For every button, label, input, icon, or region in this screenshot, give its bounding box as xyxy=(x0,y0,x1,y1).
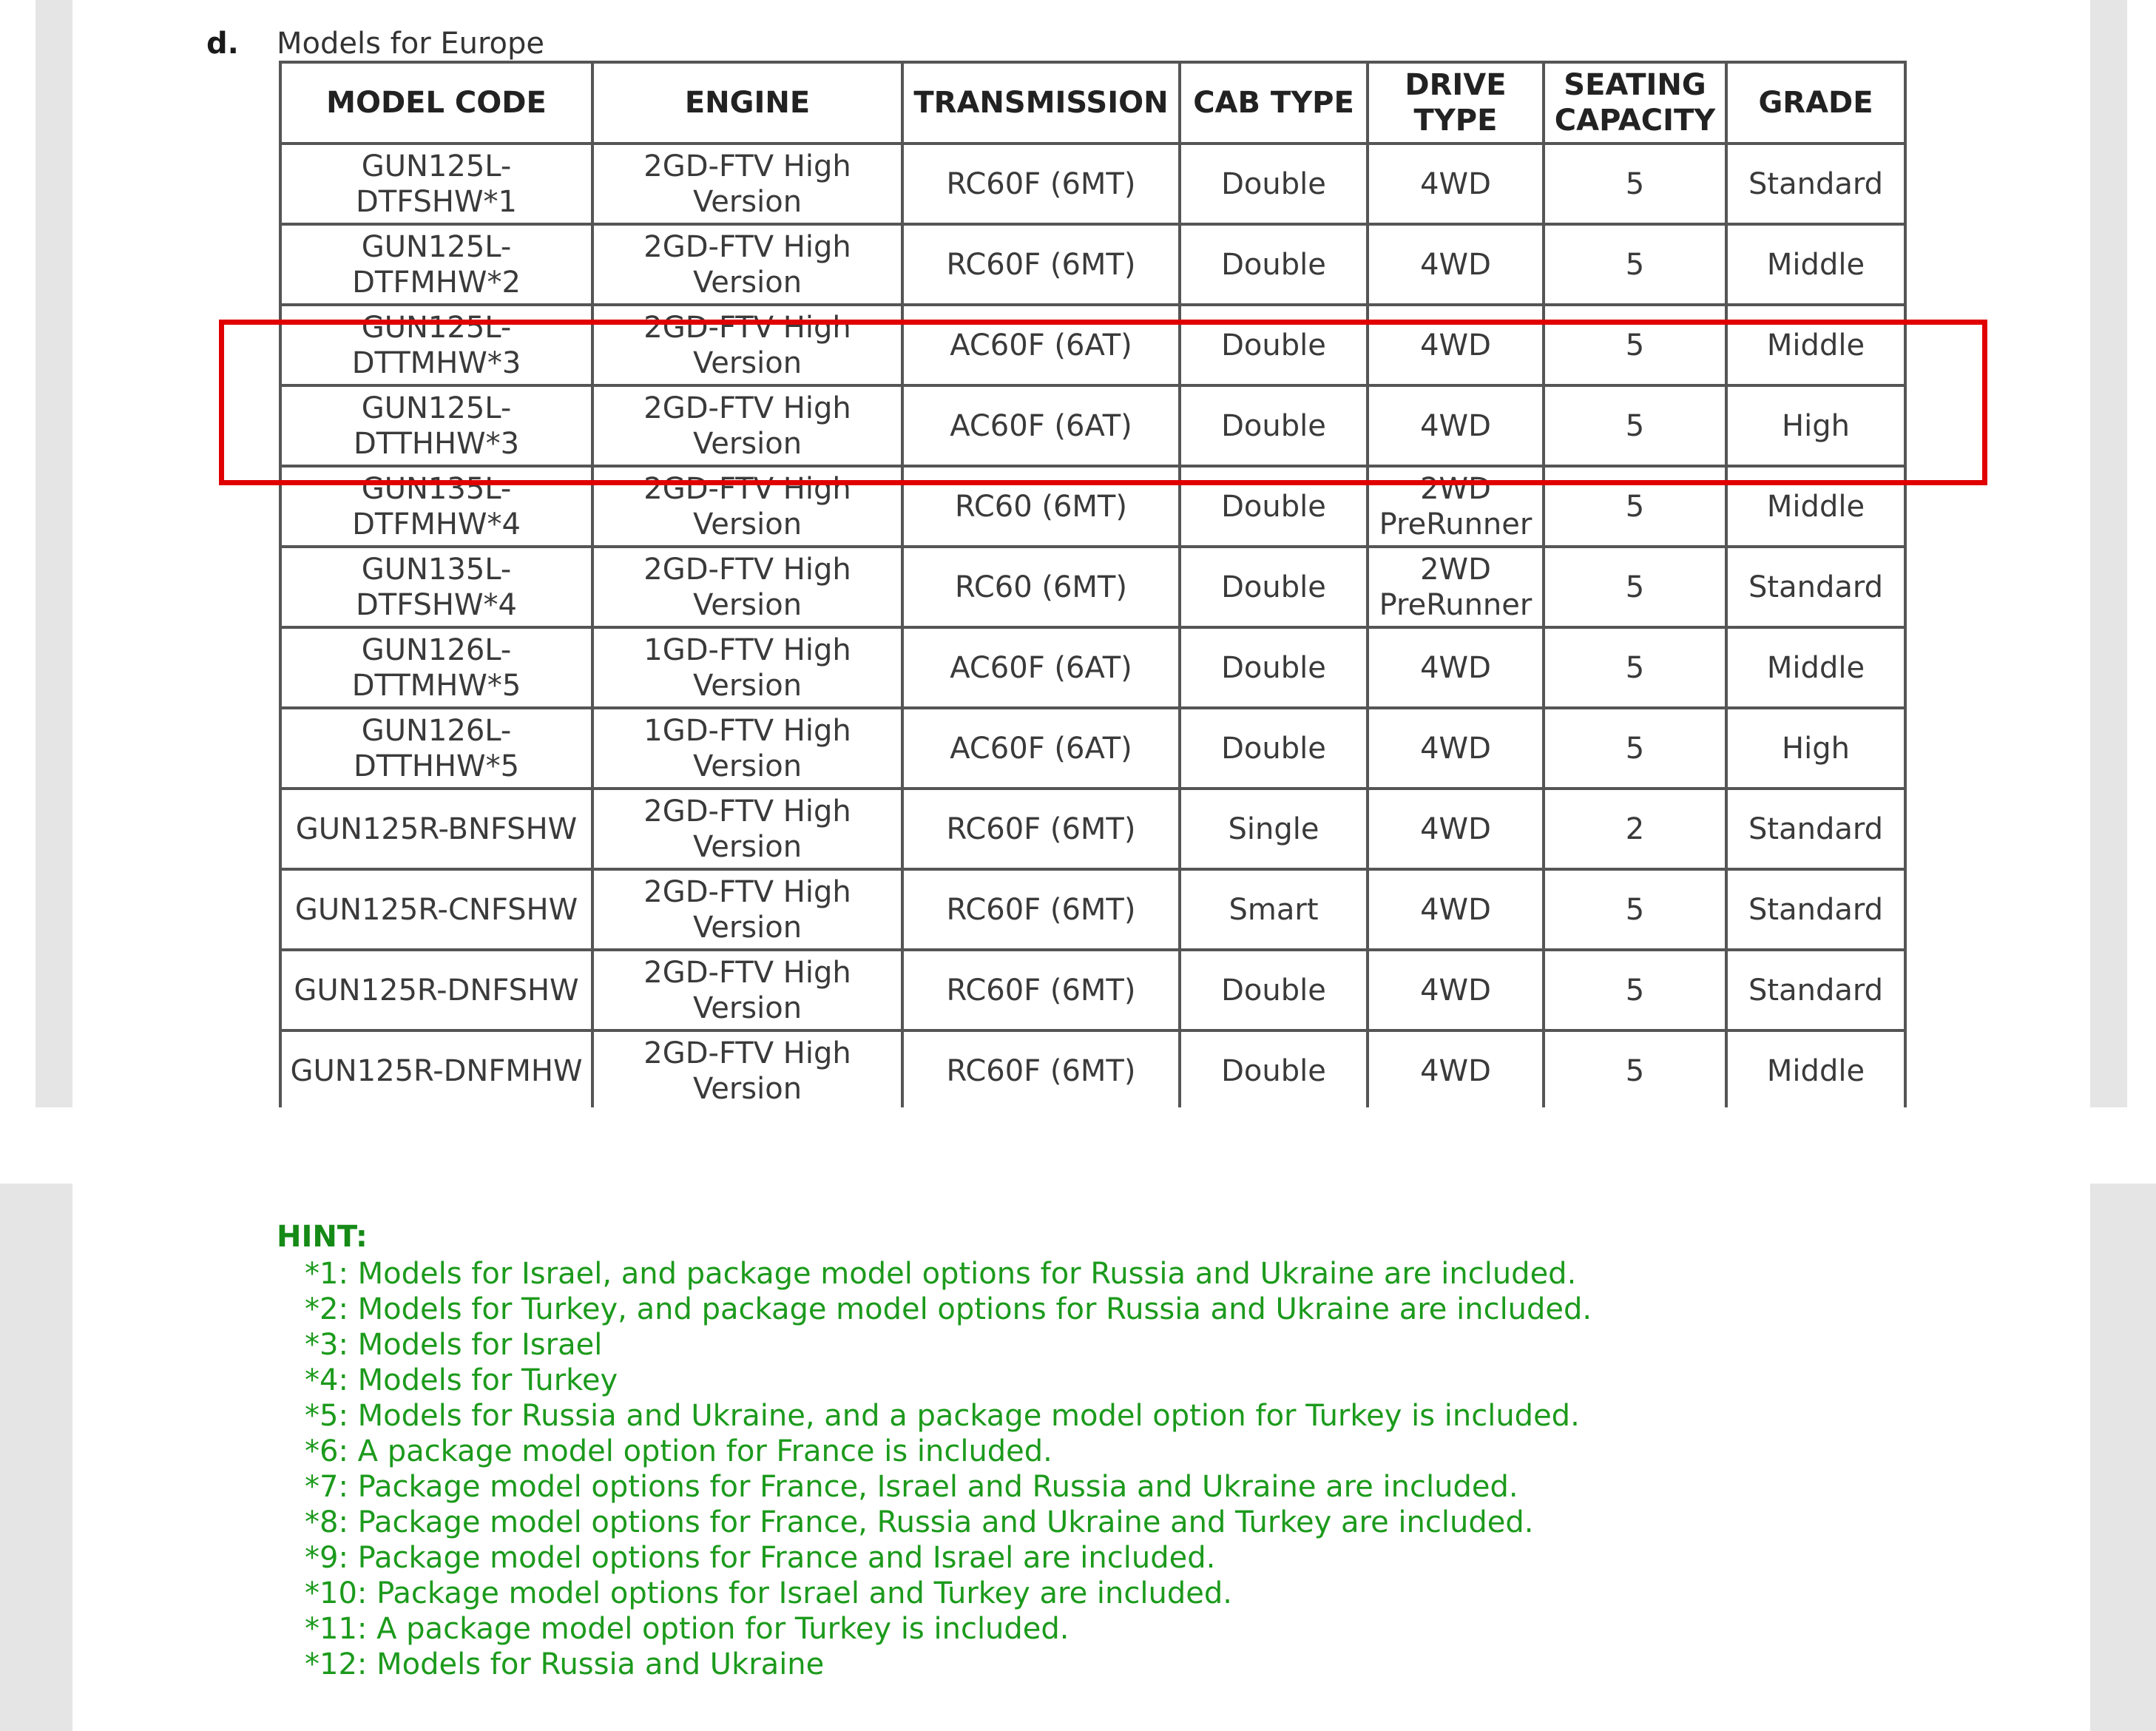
viewer-background-top-right xyxy=(2090,0,2127,1107)
cell-text: Single xyxy=(1228,811,1319,846)
cell-text: DTTMHW*3 xyxy=(351,345,521,380)
cell-seating-capacity xyxy=(1544,627,1726,708)
cell-grade xyxy=(1726,144,1905,224)
cell-grade xyxy=(1726,708,1905,789)
viewer-background-bottom-left xyxy=(0,1184,72,1731)
cell-text: 5 xyxy=(1625,570,1645,604)
cell-text: 4WD xyxy=(1420,811,1491,846)
cell-text: Standard xyxy=(1748,570,1883,604)
cell-text: DTFMHW*2 xyxy=(352,265,521,300)
cell-text: DTFMHW*4 xyxy=(352,507,521,541)
cell-text: Standard xyxy=(1748,166,1883,201)
cell-engine xyxy=(592,224,902,305)
table-row xyxy=(280,224,1905,305)
cell-text: Version xyxy=(692,668,802,703)
cell-text: GUN125L- xyxy=(361,229,512,264)
cell-text: 2GD-FTV High xyxy=(643,552,851,587)
cell-cab-type xyxy=(1180,950,1368,1030)
cell-text: High xyxy=(1782,731,1850,766)
cell-text: GUN135L- xyxy=(361,471,512,506)
cell-text: 2 xyxy=(1625,811,1645,846)
cell-engine xyxy=(592,466,902,547)
column-header-grade xyxy=(1726,62,1905,144)
cell-text: 2GD-FTV High xyxy=(643,149,851,183)
cell-text: 4WD xyxy=(1420,408,1491,443)
cell-cab-type xyxy=(1180,466,1368,547)
cell-text: AC60F (6AT) xyxy=(950,731,1132,766)
hint-item: *3: Models for Israel xyxy=(305,1328,603,1362)
cell-model-code xyxy=(280,869,592,950)
cell-model-code xyxy=(280,144,592,224)
cell-grade xyxy=(1726,466,1905,547)
hint-item: *4: Models for Turkey xyxy=(305,1363,618,1397)
cell-engine xyxy=(592,627,902,708)
cell-text: Middle xyxy=(1766,328,1865,362)
document-page-lower xyxy=(72,1184,2090,1731)
header-text: ENGINE xyxy=(684,86,811,120)
column-header-seating-capacity xyxy=(1544,62,1726,144)
cell-text: RC60F (6MT) xyxy=(946,166,1136,201)
cell-text: Version xyxy=(692,749,802,783)
header-text: SEATING xyxy=(1564,68,1706,102)
cell-text: High xyxy=(1782,408,1850,443)
cell-text: RC60F (6MT) xyxy=(946,973,1136,1008)
cell-grade xyxy=(1726,385,1905,466)
cell-cab-type xyxy=(1180,708,1368,789)
cell-text: 5 xyxy=(1625,892,1645,927)
cell-grade xyxy=(1726,789,1905,869)
cell-text: 5 xyxy=(1625,731,1645,766)
hint-item: *1: Models for Israel, and package model options for Russia and Ukraine are included. xyxy=(305,1257,1577,1291)
cell-text: 5 xyxy=(1625,247,1645,282)
header-text: GRADE xyxy=(1758,86,1873,120)
table-row xyxy=(280,144,1905,224)
cell-seating-capacity xyxy=(1544,789,1726,869)
cell-drive-type xyxy=(1368,789,1544,869)
table-row xyxy=(280,305,1905,385)
cell-drive-type xyxy=(1368,224,1544,305)
cell-engine xyxy=(592,144,902,224)
cell-text: 5 xyxy=(1625,328,1645,362)
table-row xyxy=(280,385,1905,466)
cell-text: Version xyxy=(692,991,802,1025)
cell-cab-type xyxy=(1180,627,1368,708)
hint-item: *12: Models for Russia and Ukraine xyxy=(305,1647,825,1681)
table-row xyxy=(280,950,1905,1030)
cell-drive-type xyxy=(1368,547,1544,627)
cell-cab-type xyxy=(1180,385,1368,466)
cell-text: Standard xyxy=(1748,811,1883,846)
header-text: CAB TYPE xyxy=(1193,86,1354,120)
cell-text: RC60F (6MT) xyxy=(946,247,1136,282)
column-header-cab-type xyxy=(1180,62,1368,144)
cell-model-code xyxy=(280,224,592,305)
cell-grade xyxy=(1726,869,1905,950)
cell-text: AC60F (6AT) xyxy=(950,408,1132,443)
cell-text: Middle xyxy=(1766,650,1865,685)
cell-seating-capacity xyxy=(1544,305,1726,385)
cell-text: 1GD-FTV High xyxy=(643,713,851,748)
header-text: TYPE xyxy=(1413,104,1498,138)
cell-text: 2GD-FTV High xyxy=(643,310,851,345)
cell-text: GUN126L- xyxy=(361,713,512,748)
cell-text: GUN126L- xyxy=(361,632,512,667)
cell-text: Double xyxy=(1221,166,1326,201)
cell-text: AC60F (6AT) xyxy=(950,650,1132,685)
cell-text: DTTHHW*5 xyxy=(353,749,520,783)
cell-transmission xyxy=(902,708,1180,789)
cell-text: PreRunner xyxy=(1379,507,1532,541)
cell-text: Smart xyxy=(1229,892,1319,927)
table-row xyxy=(280,708,1905,789)
hint-item: *9: Package model options for France and Israel are included. xyxy=(305,1541,1216,1575)
cell-seating-capacity xyxy=(1544,869,1726,950)
header-text: CAPACITY xyxy=(1554,104,1716,138)
hint-item: *7: Package model options for France, Israel and Russia and Ukraine are included. xyxy=(305,1470,1518,1504)
cell-text: Version xyxy=(692,507,802,541)
column-header-transmission xyxy=(902,62,1180,144)
viewer-background-bottom-right xyxy=(2090,1184,2156,1731)
cell-drive-type xyxy=(1368,466,1544,547)
hint-item: *8: Package model options for France, Russia and Ukraine and Turkey are included. xyxy=(305,1505,1534,1539)
cell-transmission xyxy=(902,547,1180,627)
cell-grade xyxy=(1726,627,1905,708)
cell-text: Standard xyxy=(1748,892,1883,927)
hint-item: *2: Models for Turkey, and package model options for Russia and Ukraine are included. xyxy=(305,1292,1592,1326)
cell-text: Double xyxy=(1221,489,1326,524)
column-header-engine xyxy=(592,62,902,144)
table-row xyxy=(280,627,1905,708)
cell-engine xyxy=(592,869,902,950)
cell-text: 2GD-FTV High xyxy=(643,391,851,425)
cell-text: 2GD-FTV High xyxy=(643,955,851,990)
cell-text: GUN125L- xyxy=(361,310,512,345)
hint-item: *10: Package model options for Israel and Turkey are included. xyxy=(305,1576,1232,1610)
cell-text: 4WD xyxy=(1420,1053,1491,1088)
cell-text: GUN125R-DNFSHW xyxy=(294,973,579,1008)
cell-drive-type xyxy=(1368,385,1544,466)
cell-text: Version xyxy=(692,1071,802,1106)
cell-text: Double xyxy=(1221,328,1326,362)
cell-engine xyxy=(592,950,902,1030)
cell-text: 2GD-FTV High xyxy=(643,874,851,909)
cell-text: 2GD-FTV High xyxy=(643,229,851,264)
cell-text: Version xyxy=(692,910,802,945)
cell-text: 5 xyxy=(1625,1053,1645,1088)
cell-text: DTFSHW*1 xyxy=(355,184,517,219)
cell-seating-capacity xyxy=(1544,385,1726,466)
cell-engine xyxy=(592,305,902,385)
cell-engine xyxy=(592,708,902,789)
cell-drive-type xyxy=(1368,1030,1544,1107)
cell-transmission xyxy=(902,224,1180,305)
cell-transmission xyxy=(902,950,1180,1030)
cell-text: DTTMHW*5 xyxy=(351,668,521,703)
cell-cab-type xyxy=(1180,305,1368,385)
hint-item: *6: A package model option for France is included. xyxy=(305,1434,1052,1468)
cell-text: Double xyxy=(1221,570,1326,604)
cell-seating-capacity xyxy=(1544,708,1726,789)
cell-text: 4WD xyxy=(1420,247,1491,282)
cell-model-code xyxy=(280,950,592,1030)
cell-text: 2WD xyxy=(1420,552,1491,587)
cell-text: Double xyxy=(1221,650,1326,685)
cell-text: 4WD xyxy=(1420,328,1491,362)
cell-text: AC60F (6AT) xyxy=(950,328,1132,362)
cell-text: RC60 (6MT) xyxy=(955,489,1127,524)
cell-transmission xyxy=(902,1030,1180,1107)
cell-text: 2GD-FTV High xyxy=(643,1036,851,1070)
cell-text: Version xyxy=(692,829,802,864)
cell-text: 2WD xyxy=(1420,471,1491,506)
cell-text: 5 xyxy=(1625,973,1645,1008)
cell-seating-capacity xyxy=(1544,950,1726,1030)
cell-drive-type xyxy=(1368,950,1544,1030)
cell-text: Version xyxy=(692,587,802,622)
cell-grade xyxy=(1726,305,1905,385)
cell-text: 4WD xyxy=(1420,892,1491,927)
cell-model-code xyxy=(280,385,592,466)
section-letter: d. xyxy=(206,27,239,61)
cell-engine xyxy=(592,1030,902,1107)
cell-model-code xyxy=(280,1030,592,1107)
cell-text: RC60F (6MT) xyxy=(946,1053,1136,1088)
cell-model-code xyxy=(280,466,592,547)
cell-transmission xyxy=(902,466,1180,547)
cell-text: 5 xyxy=(1625,166,1645,201)
cell-engine xyxy=(592,547,902,627)
cell-drive-type xyxy=(1368,144,1544,224)
column-header-drive-type xyxy=(1368,62,1544,144)
cell-text: Version xyxy=(692,426,802,461)
cell-transmission xyxy=(902,385,1180,466)
cell-text: Double xyxy=(1221,731,1326,766)
cell-text: Double xyxy=(1221,408,1326,443)
cell-engine xyxy=(592,385,902,466)
cell-transmission xyxy=(902,789,1180,869)
hint-item: *5: Models for Russia and Ukraine, and a package model option for Turkey is included. xyxy=(305,1399,1580,1433)
header-text: MODEL CODE xyxy=(326,86,547,120)
cell-drive-type xyxy=(1368,869,1544,950)
cell-text: Middle xyxy=(1766,489,1865,524)
document-page-upper xyxy=(72,0,2090,1107)
cell-transmission xyxy=(902,869,1180,950)
cell-drive-type xyxy=(1368,627,1544,708)
cell-text: 5 xyxy=(1625,489,1645,524)
cell-text: Double xyxy=(1221,973,1326,1008)
column-header-model-code xyxy=(280,62,592,144)
cell-text: Standard xyxy=(1748,973,1883,1008)
cell-drive-type xyxy=(1368,305,1544,385)
cell-text: GUN125R-DNFMHW xyxy=(290,1053,583,1088)
header-text: TRANSMISSION xyxy=(913,86,1169,120)
cell-model-code xyxy=(280,708,592,789)
table-row xyxy=(280,1030,1905,1107)
cell-cab-type xyxy=(1180,1030,1368,1107)
cell-text: 4WD xyxy=(1420,973,1491,1008)
table-body xyxy=(280,144,1905,1107)
cell-text: GUN125L- xyxy=(361,391,512,425)
cell-transmission xyxy=(902,144,1180,224)
section-title: Models for Europe xyxy=(277,27,545,61)
table-row xyxy=(280,789,1905,869)
cell-model-code xyxy=(280,547,592,627)
cell-text: Double xyxy=(1221,247,1326,282)
table-row xyxy=(280,466,1905,547)
cell-grade xyxy=(1726,547,1905,627)
cell-transmission xyxy=(902,627,1180,708)
cell-seating-capacity xyxy=(1544,224,1726,305)
cell-model-code xyxy=(280,627,592,708)
cell-seating-capacity xyxy=(1544,144,1726,224)
cell-text: 5 xyxy=(1625,408,1645,443)
cell-transmission xyxy=(902,305,1180,385)
hint-item: *11: A package model option for Turkey is included. xyxy=(305,1612,1069,1646)
cell-cab-type xyxy=(1180,789,1368,869)
cell-text: Middle xyxy=(1766,247,1865,282)
cell-text: PreRunner xyxy=(1379,587,1532,622)
cell-seating-capacity xyxy=(1544,547,1726,627)
cell-text: Version xyxy=(692,345,802,380)
cell-text: 4WD xyxy=(1420,166,1491,201)
cell-cab-type xyxy=(1180,224,1368,305)
cell-seating-capacity xyxy=(1544,466,1726,547)
cell-grade xyxy=(1726,1030,1905,1107)
cell-text: 5 xyxy=(1625,650,1645,685)
cell-text: 4WD xyxy=(1420,650,1491,685)
cell-text: RC60F (6MT) xyxy=(946,811,1136,846)
cell-grade xyxy=(1726,950,1905,1030)
table-header-row xyxy=(280,62,1905,144)
cell-text: Double xyxy=(1221,1053,1326,1088)
cell-text: RC60F (6MT) xyxy=(946,892,1136,927)
cell-text: GUN135L- xyxy=(361,552,512,587)
cell-text: GUN125R-CNFSHW xyxy=(294,892,578,927)
cell-text: DTFSHW*4 xyxy=(355,587,517,622)
hint-list xyxy=(277,1256,1592,1682)
cell-text: 1GD-FTV High xyxy=(643,632,851,667)
cell-text: RC60 (6MT) xyxy=(955,570,1127,604)
cell-cab-type xyxy=(1180,869,1368,950)
cell-text: Version xyxy=(692,184,802,219)
hint-section xyxy=(277,1219,1592,1682)
table-row xyxy=(280,547,1905,627)
cell-text: 4WD xyxy=(1420,731,1491,766)
table-row xyxy=(280,869,1905,950)
header-text: DRIVE xyxy=(1405,68,1507,102)
cell-grade xyxy=(1726,224,1905,305)
cell-text: Version xyxy=(692,265,802,300)
cell-cab-type xyxy=(1180,144,1368,224)
cell-seating-capacity xyxy=(1544,1030,1726,1107)
cell-text: 2GD-FTV High xyxy=(643,794,851,829)
models-table xyxy=(279,61,1907,1107)
cell-text: GUN125R-BNFSHW xyxy=(295,811,578,846)
cell-text: Middle xyxy=(1766,1053,1865,1088)
cell-cab-type xyxy=(1180,547,1368,627)
hint-title: HINT: xyxy=(277,1220,368,1254)
cell-text: GUN125L- xyxy=(361,149,512,183)
cell-model-code xyxy=(280,789,592,869)
cell-text: 2GD-FTV High xyxy=(643,471,851,506)
cell-text: DTTHHW*3 xyxy=(353,426,520,461)
viewer-background-top-left xyxy=(36,0,72,1107)
cell-drive-type xyxy=(1368,708,1544,789)
cell-model-code xyxy=(280,305,592,385)
cell-engine xyxy=(592,789,902,869)
